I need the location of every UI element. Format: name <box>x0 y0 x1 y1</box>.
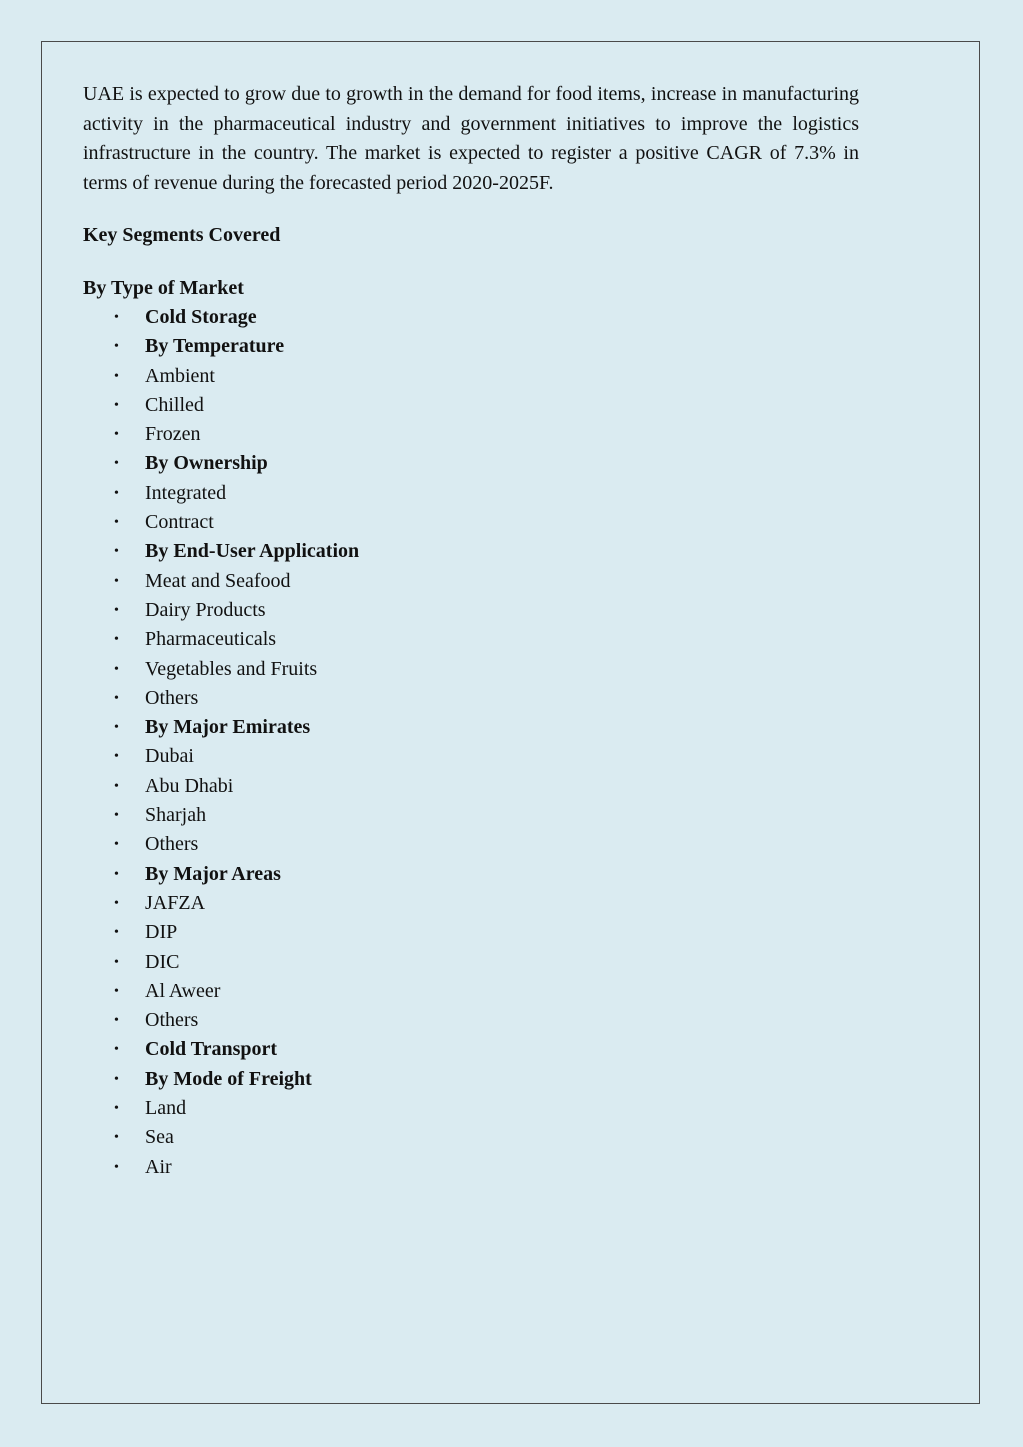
list-item <box>83 889 859 918</box>
list-item <box>83 742 859 771</box>
list-item-label: By Ownership <box>145 452 268 475</box>
list-item <box>83 801 859 830</box>
list-item-label: Contract <box>145 511 214 534</box>
segment-heading-item <box>83 1065 859 1094</box>
key-segments-heading: Key Segments Covered <box>83 224 281 246</box>
segment-heading-item <box>83 449 859 478</box>
bullet-icon: • <box>114 925 119 941</box>
list-item <box>83 1006 859 1035</box>
list-item-label: Others <box>145 1009 199 1032</box>
list-item <box>83 362 859 391</box>
list-item-label: By Temperature <box>145 335 285 358</box>
list-item <box>83 420 859 449</box>
bullet-icon: • <box>114 310 119 325</box>
list-item <box>83 918 859 947</box>
segment-heading-item <box>83 860 859 889</box>
list-item-label: Meat and Seafood <box>145 569 291 592</box>
bullet-icon: • <box>114 397 119 413</box>
list-item-label: Chilled <box>145 393 204 416</box>
bullet-icon: • <box>114 602 119 618</box>
bullet-icon: • <box>114 632 119 648</box>
cold-storage-segment-list <box>83 332 859 1035</box>
list-item <box>83 508 859 537</box>
list-item-label: By Major Emirates <box>145 716 311 739</box>
list-item-label: Integrated <box>145 481 227 504</box>
bullet-icon: • <box>114 485 119 501</box>
list-item <box>83 596 859 625</box>
list-item <box>83 655 859 684</box>
intro-paragraph: UAE is expected to grow due to growth in the demand for food items, increase in manufacturing activity in the pharmaceutical industry and government initiatives to improve the logistics infrastructure in the country. The market is expected to register a positive CAGR of 7.3% in terms of revenue during the forecasted period 2020-2025F. <box>83 83 859 194</box>
bullet-icon: • <box>114 778 119 794</box>
list-item <box>83 391 859 420</box>
list-item <box>83 772 859 801</box>
list-item <box>83 830 859 859</box>
list-item-label: By Mode of Freight <box>145 1067 312 1090</box>
bullet-icon: • <box>114 1071 119 1087</box>
bullet-icon: • <box>114 544 119 560</box>
bullet-icon: • <box>114 808 119 824</box>
bullet-icon: • <box>114 1101 119 1117</box>
bullet-icon: • <box>114 690 119 706</box>
bullet-icon: • <box>114 866 119 882</box>
document-content <box>83 80 859 1182</box>
bullet-icon: • <box>114 573 119 589</box>
cold-storage-label: Cold Storage <box>145 306 257 328</box>
list-item-label: Sharjah <box>145 804 207 827</box>
list-item <box>83 303 859 332</box>
list-item-label: Frozen <box>145 423 201 446</box>
list-item-label: Al Aweer <box>145 979 221 1002</box>
list-item <box>83 479 859 508</box>
bullet-icon: • <box>114 1013 119 1029</box>
segment-heading-item <box>83 332 859 361</box>
cold-transport-label: Cold Transport <box>145 1038 278 1061</box>
cold-transport-segment-list <box>83 1065 859 1182</box>
list-item <box>83 1153 859 1182</box>
bullet-icon: • <box>114 368 119 384</box>
list-item <box>83 1035 859 1064</box>
list-item-label: JAFZA <box>145 891 206 914</box>
list-item-label: DIP <box>145 921 178 944</box>
bullet-icon: • <box>114 954 119 970</box>
bullet-icon: • <box>114 720 119 736</box>
list-item <box>83 1094 859 1123</box>
bullet-icon: • <box>114 515 119 531</box>
bullet-icon: • <box>114 837 119 853</box>
list-item <box>83 1123 859 1152</box>
list-item <box>83 684 859 713</box>
list-item-label: DIC <box>145 950 180 973</box>
list-item <box>83 567 859 596</box>
segment-heading-item <box>83 713 859 742</box>
bullet-icon: • <box>114 1159 119 1175</box>
segment-heading-item <box>83 537 859 566</box>
list-item-label: Others <box>145 833 199 856</box>
bullet-icon: • <box>114 661 119 677</box>
bullet-icon: • <box>114 1042 119 1058</box>
list-item-label: Vegetables and Fruits <box>145 657 318 680</box>
bullet-icon: • <box>114 749 119 765</box>
bullet-icon: • <box>114 983 119 999</box>
bullet-icon: • <box>114 339 119 355</box>
list-item-label: Sea <box>145 1126 174 1149</box>
list-item-label: By Major Areas <box>145 862 281 885</box>
list-item <box>83 948 859 977</box>
list-item <box>83 977 859 1006</box>
bullet-icon: • <box>114 895 119 911</box>
bullet-icon: • <box>114 456 119 472</box>
type-of-market-heading: By Type of Market <box>83 277 244 299</box>
cold-transport-category-list <box>83 1035 859 1064</box>
bullet-icon: • <box>114 1130 119 1146</box>
list-item <box>83 625 859 654</box>
list-item-label: Dairy Products <box>145 598 266 621</box>
list-item-label: Ambient <box>145 364 215 387</box>
bullet-icon: • <box>114 427 119 443</box>
list-item-label: Pharmaceuticals <box>145 628 277 651</box>
cold-storage-category-list <box>83 303 859 332</box>
list-item-label: By End-User Application <box>145 540 360 563</box>
list-item-label: Air <box>145 1155 172 1178</box>
list-item-label: Land <box>145 1097 187 1120</box>
list-item-label: Abu Dhabi <box>145 774 234 797</box>
list-item-label: Others <box>145 686 199 709</box>
list-item-label: Dubai <box>145 745 194 768</box>
